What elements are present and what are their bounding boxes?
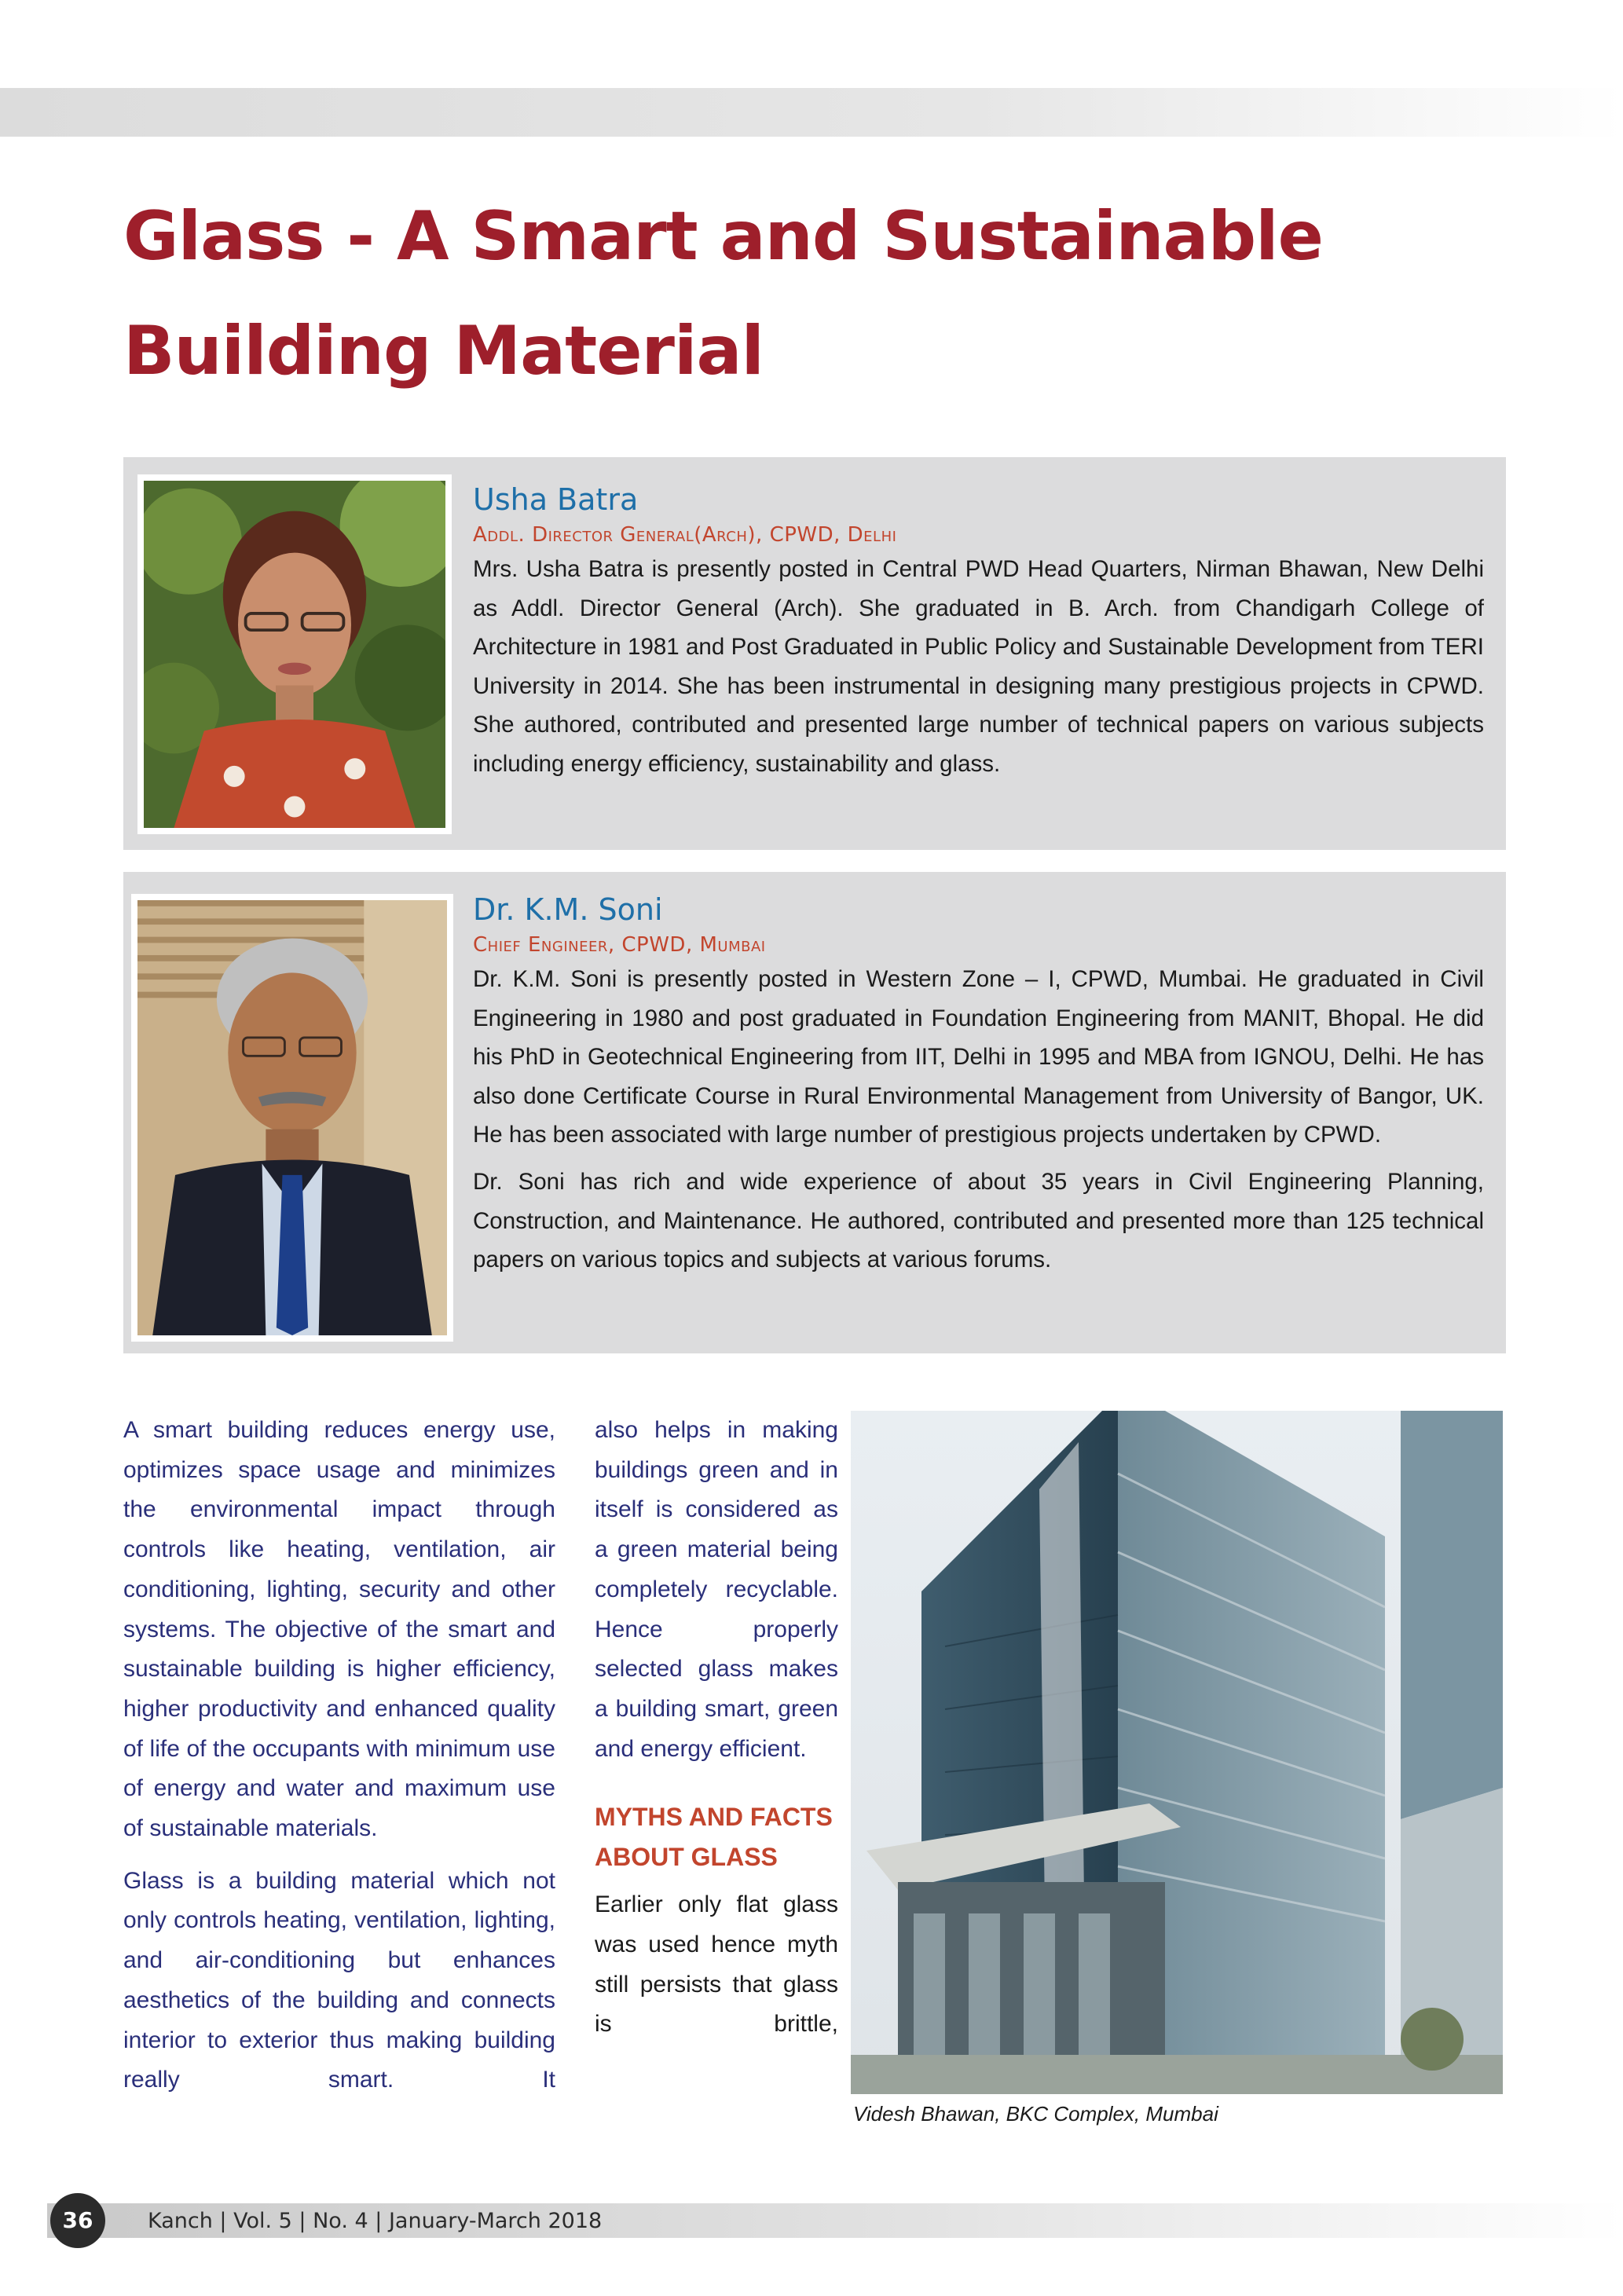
author-bio-text: Dr. K.M. Soni is presently posted in Western Zone – I, CPWD, Mumbai. He graduated in Civil Engineering in 1980 and post graduated in Foundation Engineering from MANIT, Bhopal. He did his PhD in Geotechnical Engineering from IIT, Delhi in 1995 and MBA from IGNOU, Delhi. He has also done Certificate Course in Rural Environmental Management from University of Bangor, UK. He has been associated with large number of prestigious projects undertaken by CPWD.: [473, 966, 1484, 1148]
body-paragraph: Glass is a building material which not only controls heating, ventilation, lighting, and air-conditioning but enhances aesthetics of the building and connects interior to exterior thus making building really smart. It: [123, 1867, 555, 2093]
author-photo-usha-batra: [137, 474, 452, 834]
page-number: 36: [50, 2193, 105, 2248]
figure-caption: Videsh Bhawan, BKC Complex, Mumbai: [853, 2102, 1218, 2126]
body-column-left: [123, 1411, 555, 2113]
author-role: Chief Engineer, CPWD, Mumbai: [473, 933, 766, 957]
body-paragraph: Earlier only flat glass was used hence myth still persists that glass is brittle,: [595, 1891, 838, 2038]
author-bio-text: Mrs. Usha Batra is presently posted in Central PWD Head Quarters, Nirman Bhawan, New Delhi as Addl. Director General (Arch). She graduated in B. Arch. from Chandigarh College of Architecture in 1981 and Post Graduated in Public Policy and Sustainable Development from TERI University in 2014. She has been instrumental in designing many prestigious projects in CPWD. She authored, contributed and presented large number of technical papers on various subjects including energy efficiency, sustainability and glass.: [473, 556, 1484, 777]
author-photo-km-soni: [131, 894, 453, 1342]
title-line-2: Building Material: [123, 312, 764, 390]
title-line-1: Glass - A Smart and Sustainable: [123, 197, 1323, 276]
body-paragraph: A smart building reduces energy use, optimizes space usage and minimizes the environmental impact through controls like heating, ventilation, air conditioning, lighting, security and other systems. The objective of the smart and sustainable building is higher efficiency, higher productivity and enhanced quality of life of the occupants with minimum use of energy and water and maximum use of sustainable materials.: [123, 1417, 555, 1842]
body-paragraph: also helps in making buildings green and in itself is considered as a green material being completely recyclable. Hence properly selected glass makes a building smart, green and energy efficient.: [595, 1417, 838, 1762]
header-band: [0, 88, 1623, 137]
building-photo: [851, 1411, 1503, 2094]
author-bio-text: Dr. Soni has rich and wide experience of about 35 years in Civil Engineering Planning, Construction, and Maintenance. He authored, contributed and presented more than 125 technical papers on various topics and subjects at various forums.: [473, 1168, 1484, 1273]
author-name: Usha Batra: [473, 482, 639, 517]
author-role: Addl. Director General(Arch), CPWD, Delhi: [473, 523, 897, 547]
author-name: Dr. K.M. Soni: [473, 892, 663, 927]
body-column-middle: [595, 1411, 838, 2045]
author-bio-km-soni: [123, 872, 1506, 1353]
article-title: [123, 179, 1537, 408]
section-heading: MYTHS AND FACTS ABOUT GLASS: [595, 1803, 833, 1872]
journal-info: Kanch | Vol. 5 | No. 4 | January-March 2018: [148, 2209, 603, 2233]
author-bio-usha-batra: [123, 457, 1506, 850]
